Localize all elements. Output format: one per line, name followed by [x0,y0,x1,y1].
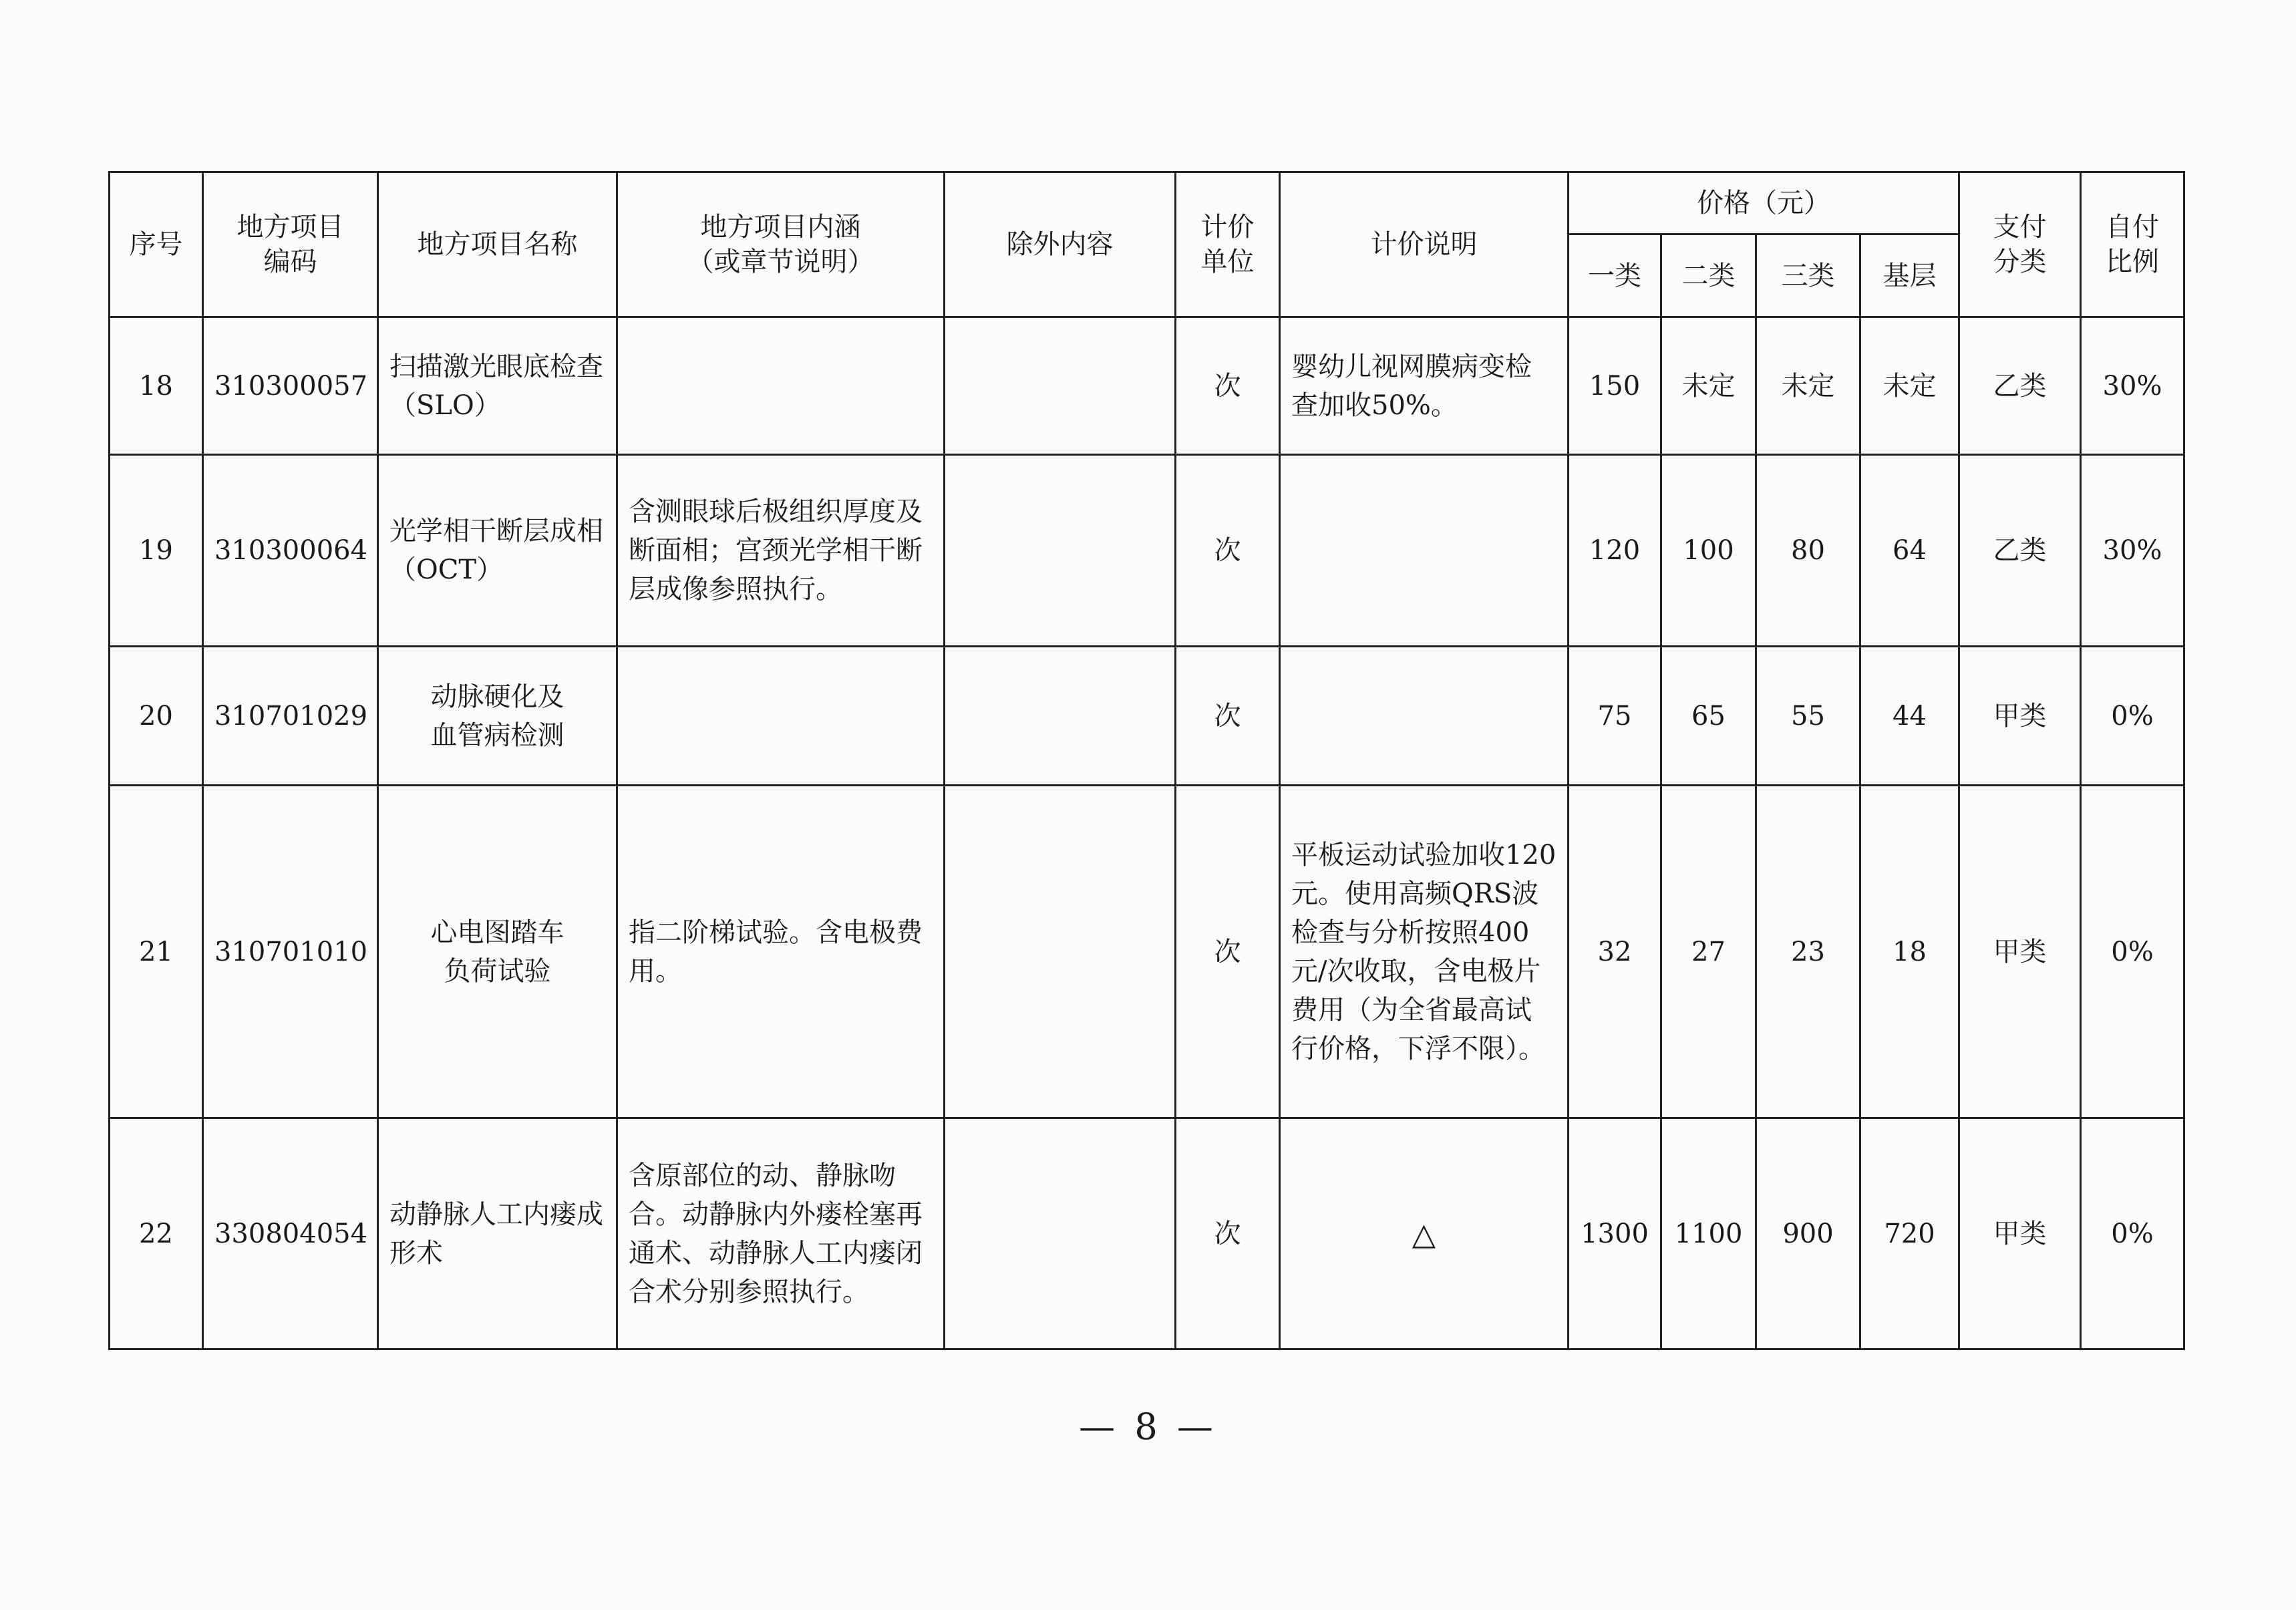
cell-seq: 18 [110,317,203,455]
cell-price-1: 120 [1569,455,1661,647]
cell-excluded [945,455,1176,647]
cell-seq: 20 [110,647,203,786]
cell-pay-category: 甲类 [1959,786,2081,1118]
header-price-2: 二类 [1661,234,1756,317]
page-number: — 8 — [1079,1406,1217,1448]
cell-name: 动脉硬化及 血管病检测 [378,647,617,786]
table-row [110,455,2184,647]
table-row [110,647,2184,786]
cell-price-3: 23 [1756,786,1860,1118]
cell-price-2: 27 [1661,786,1756,1118]
table-row [110,317,2184,455]
header-name: 地方项目名称 [378,172,617,317]
header-self-pay: 自付 比例 [2081,172,2184,317]
cell-price-3: 55 [1756,647,1860,786]
cell-note [1280,455,1569,647]
cell-price-2: 100 [1661,455,1756,647]
cell-price-1: 1300 [1569,1118,1661,1349]
cell-name: 光学相干断层成相（OCT） [378,455,617,647]
cell-pay-category: 甲类 [1959,1118,2081,1349]
cell-note: △ [1280,1118,1569,1349]
cell-self-pay: 0% [2081,1118,2184,1349]
cell-code: 310701029 [203,647,378,786]
cell-code: 310300064 [203,455,378,647]
header-note: 计价说明 [1280,172,1569,317]
cell-unit: 次 [1176,317,1280,455]
cell-note: 平板运动试验加收120元。使用高频QRS波检查与分析按照400元/次收取，含电极片费用（为全省最高试行价格，下浮不限）。 [1280,786,1569,1118]
cell-excluded [945,786,1176,1118]
cell-content: 含原部位的动、静脉吻合。动静脉内外瘘栓塞再通术、动静脉人工内瘘闭合术分别参照执行。 [617,1118,945,1349]
cell-unit: 次 [1176,1118,1280,1349]
cell-excluded [945,647,1176,786]
cell-name: 扫描激光眼底检查（SLO） [378,317,617,455]
cell-price-1: 150 [1569,317,1661,455]
cell-seq: 21 [110,786,203,1118]
cell-pay-category: 乙类 [1959,317,2081,455]
header-price-1: 一类 [1569,234,1661,317]
cell-pay-category: 甲类 [1959,647,2081,786]
header-seq: 序号 [110,172,203,317]
header-code: 地方项目 编码 [203,172,378,317]
header-price-3: 三类 [1756,234,1860,317]
cell-unit: 次 [1176,786,1280,1118]
cell-note [1280,647,1569,786]
cell-pay-category: 乙类 [1959,455,2081,647]
cell-self-pay: 30% [2081,317,2184,455]
cell-price-1: 32 [1569,786,1661,1118]
cell-price-3: 未定 [1756,317,1860,455]
cell-excluded [945,317,1176,455]
cell-content [617,647,945,786]
cell-price-3: 80 [1756,455,1860,647]
cell-price-2: 65 [1661,647,1756,786]
cell-content: 含测眼球后极组织厚度及断面相；宫颈光学相干断层成像参照执行。 [617,455,945,647]
price-table [108,171,2185,1350]
header-unit: 计价 单位 [1176,172,1280,317]
cell-note: 婴幼儿视网膜病变检查加收50%。 [1280,317,1569,455]
cell-self-pay: 0% [2081,786,2184,1118]
table-row [110,1118,2184,1349]
cell-unit: 次 [1176,455,1280,647]
cell-code: 310300057 [203,317,378,455]
cell-excluded [945,1118,1176,1349]
cell-code: 330804054 [203,1118,378,1349]
cell-price-base: 64 [1860,455,1959,647]
table-row [110,786,2184,1118]
cell-self-pay: 0% [2081,647,2184,786]
cell-unit: 次 [1176,647,1280,786]
cell-code: 310701010 [203,786,378,1118]
cell-price-base: 未定 [1860,317,1959,455]
cell-seq: 22 [110,1118,203,1349]
cell-content [617,317,945,455]
cell-price-base: 44 [1860,647,1959,786]
cell-self-pay: 30% [2081,455,2184,647]
cell-price-2: 未定 [1661,317,1756,455]
cell-content: 指二阶梯试验。含电极费用。 [617,786,945,1118]
cell-price-base: 720 [1860,1118,1959,1349]
cell-price-1: 75 [1569,647,1661,786]
header-pay-category: 支付 分类 [1959,172,2081,317]
header-content: 地方项目内涵 （或章节说明） [617,172,945,317]
cell-seq: 19 [110,455,203,647]
cell-price-3: 900 [1756,1118,1860,1349]
cell-name: 动静脉人工内瘘成形术 [378,1118,617,1349]
cell-name: 心电图踏车 负荷试验 [378,786,617,1118]
cell-price-2: 1100 [1661,1118,1756,1349]
header-excluded: 除外内容 [945,172,1176,317]
header-price-group: 价格（元） [1569,172,1959,234]
cell-price-base: 18 [1860,786,1959,1118]
header-price-base: 基层 [1860,234,1959,317]
